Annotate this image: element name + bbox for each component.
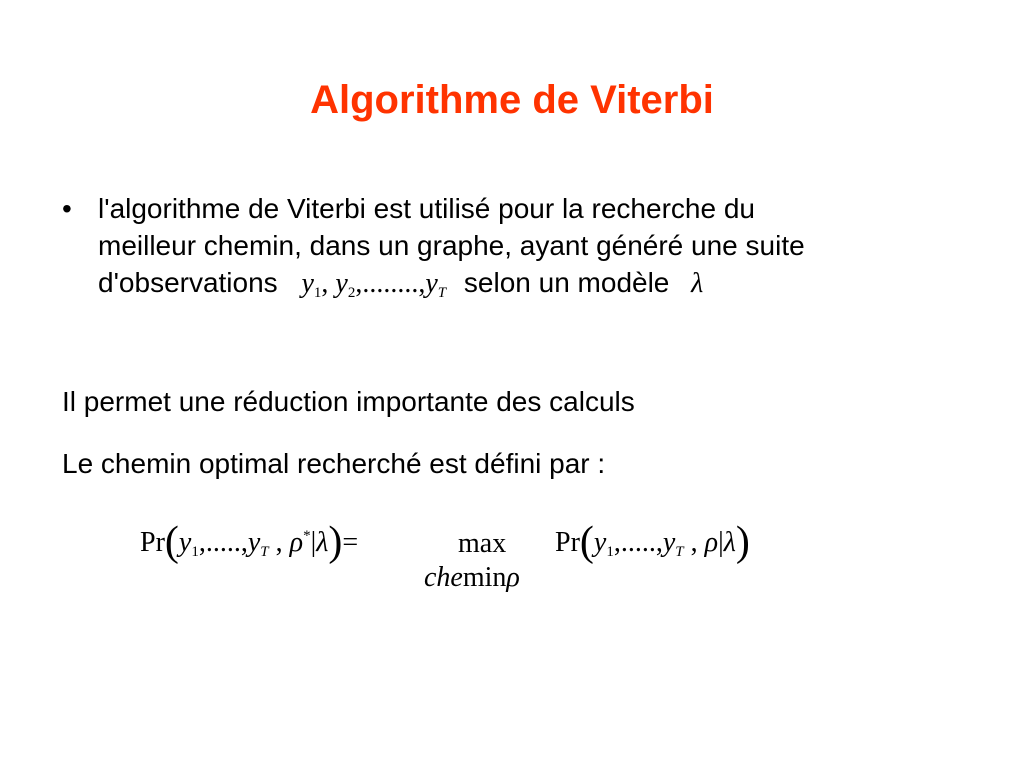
model-lambda: λ (691, 268, 704, 299)
bullet-line-2: meilleur chemin, dans un graphe, ayant généré une suite (98, 230, 805, 261)
observation-sequence: $y_1$, $y_2,........,y_T$ (301, 268, 447, 301)
bullet-text (98, 190, 978, 312)
formula-left: $Pr(y_1,.....,y_T$ , ρ*|λ)= (140, 519, 359, 565)
formula-max-subscript: cheminρ (424, 562, 520, 593)
bullet-line-3-text: d'observations (98, 267, 278, 298)
bullet-line-3 (98, 264, 978, 312)
bullet-icon: • (62, 193, 72, 224)
formula-right: $Pr(y_1,.....,y_T$ , ρ|λ) (555, 519, 750, 565)
text-line-reduction: Il permet une réduction importante des calculs (62, 386, 635, 417)
slide-title: Algorithme de Viterbi (310, 78, 714, 122)
bullet-line-1: l'algorithme de Viterbi est utilisé pour la recherche du (98, 193, 755, 224)
text-line-definition: Le chemin optimal recherché est défini par : (62, 448, 606, 479)
formula-max: max (458, 528, 507, 559)
bullet-line-3-after: selon un modèle (463, 267, 670, 298)
